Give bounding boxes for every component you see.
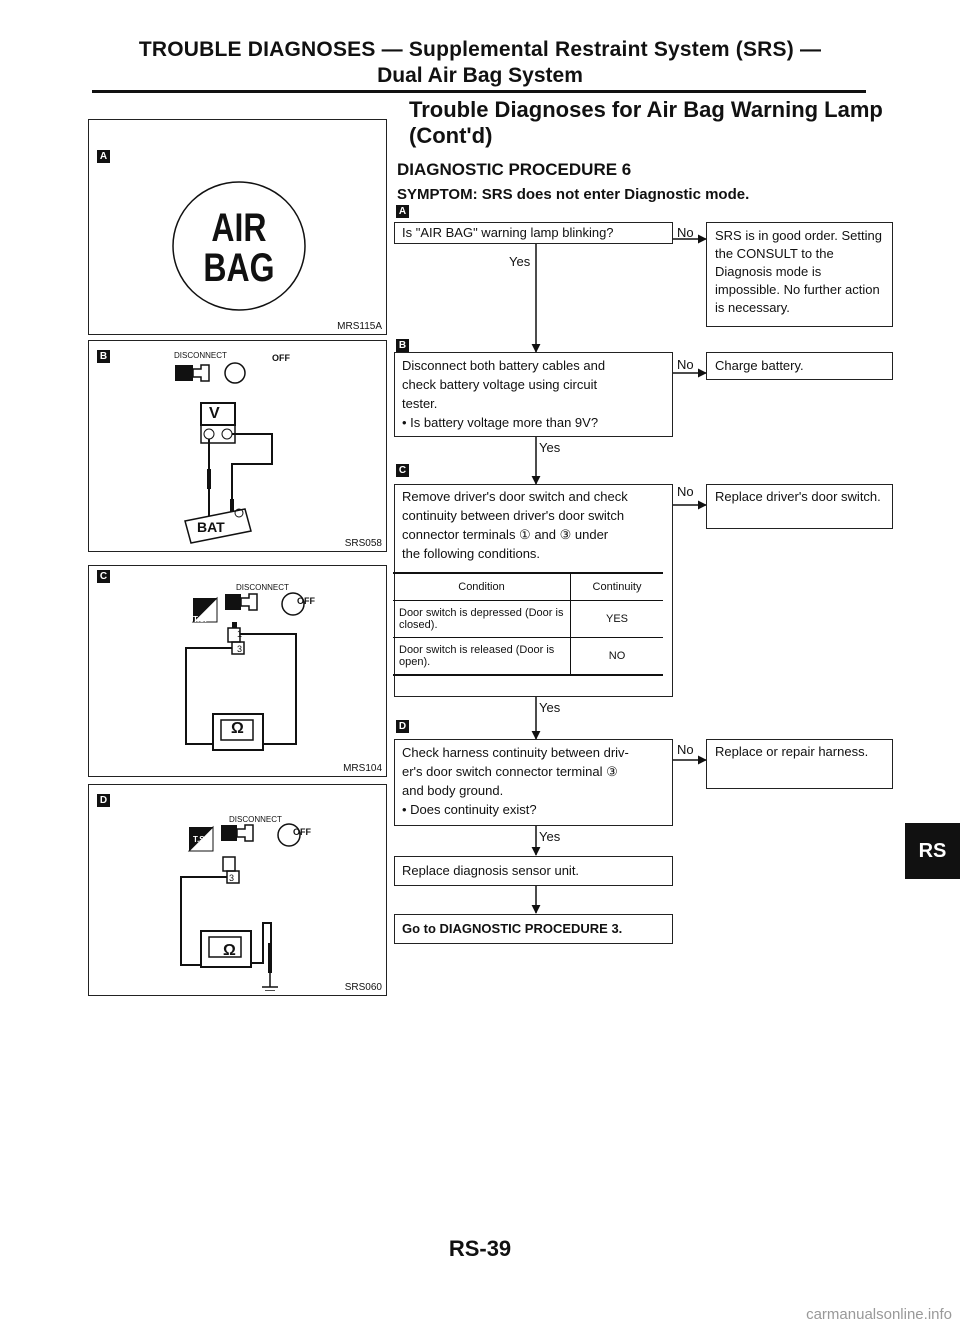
watermark: carmanualsonline.info	[806, 1306, 952, 1323]
goto-procedure-text: Go to DIAGNOSTIC PROCEDURE 3.	[402, 921, 623, 936]
step-c-line2: continuity between driver's door switch	[402, 508, 625, 523]
table-header-continuity: Continuity	[592, 581, 642, 593]
step-b-line4: • Is battery voltage more than 9V?	[402, 415, 599, 430]
step-a-badge: A	[396, 205, 409, 218]
replace-sensor-box	[394, 856, 673, 886]
table-header-row	[393, 573, 663, 601]
step-c-line3: connector terminals ① and ③ under	[402, 527, 609, 542]
off-label: OFF	[272, 353, 290, 363]
step-b-line3: tester.	[402, 396, 438, 411]
step-b-yes-label: Yes	[539, 440, 561, 455]
disconnect-label: DISCONNECT	[174, 351, 227, 360]
step-d-line4: • Does continuity exist?	[402, 802, 537, 817]
table-cell-continuity: NO	[608, 650, 626, 662]
step-b-badge: B	[396, 339, 409, 352]
header-subtitle: Dual Air Bag System	[377, 64, 583, 87]
disconnect-label: DISCONNECT	[236, 583, 289, 592]
pin-3-label: 3	[229, 873, 235, 883]
page-number: RS-39	[448, 1236, 512, 1261]
step-c-line4: the following conditions.	[402, 546, 541, 561]
figure-d-caption: SRS060	[344, 982, 382, 993]
section-title-cont: (Cont'd)	[409, 123, 493, 148]
step-b-box	[394, 352, 673, 437]
step-a-no-label: No	[677, 225, 694, 240]
figure-a-caption: MRS115A	[337, 321, 382, 332]
bag-text: BAG	[203, 246, 275, 290]
procedure-heading: DIAGNOSTIC PROCEDURE 6	[397, 160, 632, 179]
step-c-yes-label: Yes	[539, 700, 561, 715]
step-b-result: Charge battery.	[715, 358, 804, 373]
ohm-label: Ω	[231, 720, 244, 737]
step-d-badge: D	[396, 720, 409, 733]
figure-b-caption: SRS058	[344, 538, 382, 549]
figure-d-badge: D	[97, 794, 110, 807]
pin-3-label: 3	[237, 644, 243, 654]
bat-label: BAT	[197, 519, 225, 535]
off-label: OFF	[293, 827, 311, 837]
voltmeter-label: V	[209, 405, 220, 422]
rs-side-tab: RS	[905, 823, 960, 879]
step-c-badge: C	[396, 464, 409, 477]
step-d-line1: Check harness continuity between driv-	[402, 745, 629, 760]
table-cell-condition: Door switch is released (Door is open).	[393, 638, 571, 676]
step-d-line3: and body ground.	[402, 783, 504, 798]
step-c-result: Replace driver's door switch.	[715, 489, 881, 504]
step-a-question: Is "AIR BAG" warning lamp blinking?	[402, 225, 614, 240]
off-label: OFF	[297, 596, 315, 606]
step-a-result: SRS is in good order. Setting the CONSULT to the Diagnosis mode is impossible. No further action is necessary.	[715, 228, 882, 315]
figure-c-caption: MRS104	[343, 763, 382, 774]
pin-1-label: 1	[237, 629, 243, 639]
step-d-no-label: No	[677, 742, 694, 757]
air-text: AIR	[211, 206, 267, 250]
table-cell-condition: Door switch is depressed (Door is closed).	[393, 601, 571, 638]
step-c-no-label: No	[677, 484, 694, 499]
step-a-result-box	[706, 222, 893, 327]
replace-sensor-text: Replace diagnosis sensor unit.	[402, 863, 580, 878]
step-b-no-label: No	[677, 357, 694, 372]
step-d-yes-label: Yes	[539, 829, 561, 844]
ts-label: T.S.	[193, 835, 207, 844]
figure-b-badge: B	[97, 350, 110, 363]
step-d-result: Replace or repair harness.	[715, 744, 869, 759]
table-row	[393, 601, 663, 638]
ts-label: T.S.	[193, 615, 207, 624]
ohm-label: Ω	[223, 942, 236, 959]
figure-c-badge: C	[97, 570, 110, 583]
goto-procedure-box	[394, 914, 673, 944]
step-c-result-box	[706, 484, 893, 529]
figure-a-badge: A	[97, 150, 110, 163]
step-c-line1: Remove driver's door switch and check	[402, 489, 628, 504]
table-header-condition: Condition	[393, 573, 571, 601]
step-a-question-box	[394, 222, 673, 244]
section-title: Trouble Diagnoses for Air Bag Warning Lamp	[409, 97, 883, 122]
header-title: TROUBLE DIAGNOSES — Supplemental Restraint System (SRS) —	[138, 38, 822, 61]
step-b-line1: Disconnect both battery cables and	[402, 358, 606, 373]
disconnect-label: DISCONNECT	[229, 815, 282, 824]
table-row	[393, 638, 663, 676]
step-b-result-box	[706, 352, 893, 380]
symptom-text: SYMPTOM: SRS does not enter Diagnostic mode.	[397, 186, 750, 203]
step-a-yes-label: Yes	[509, 254, 531, 269]
step-d-result-box	[706, 739, 893, 789]
step-d-box	[394, 739, 673, 826]
step-b-line2: check battery voltage using circuit	[402, 377, 598, 392]
step-d-line2: er's door switch connector terminal ③	[402, 764, 618, 779]
continuity-table	[393, 572, 663, 676]
table-cell-continuity: YES	[605, 613, 628, 625]
